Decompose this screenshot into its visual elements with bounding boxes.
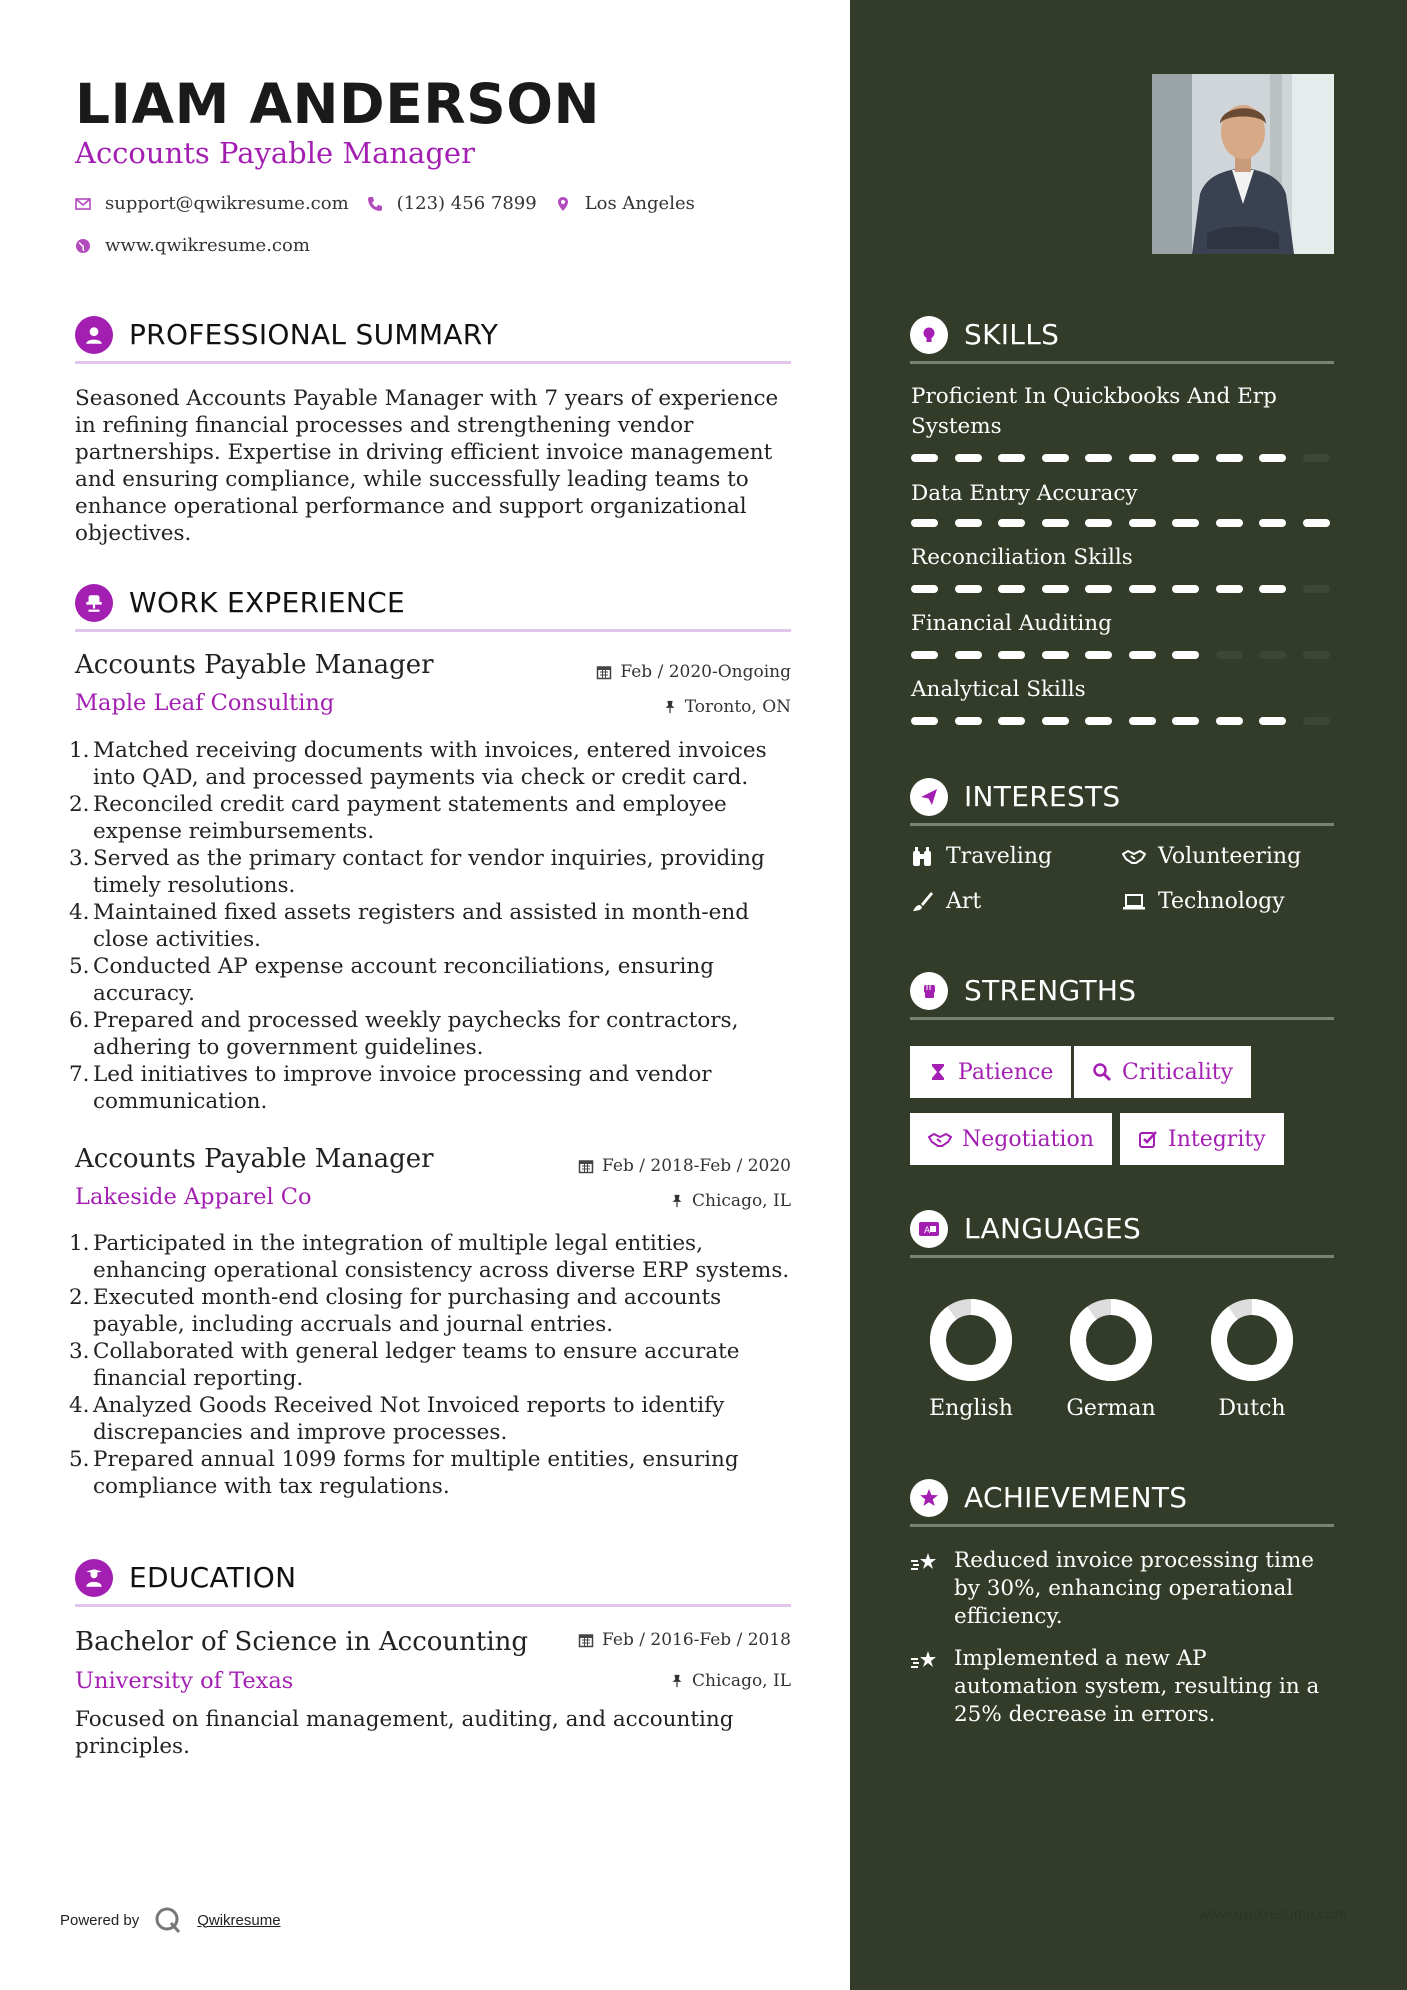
strength-chip: Integrity (1120, 1113, 1284, 1165)
education-heading: EDUCATION (75, 1551, 791, 1607)
language-donut (926, 1295, 1016, 1385)
education-location: Chicago, IL (670, 1671, 791, 1691)
calendar-icon (578, 1632, 594, 1648)
office-chair-icon (75, 584, 113, 622)
language-donut (1207, 1295, 1297, 1385)
skill-level-dash (1172, 717, 1199, 725)
skill-level-dash (911, 585, 938, 593)
binoculars-icon (910, 845, 934, 869)
list-item: 1. Participated in the integration of multiple legal entities, enhancing operational consistency across diverse ERP systems. (69, 1231, 790, 1283)
skill-level-dash (1042, 454, 1069, 462)
job-2-title: Accounts Payable Manager (75, 1144, 434, 1174)
skill-level-dash (998, 519, 1025, 527)
skill-level-dash (1303, 519, 1330, 527)
list-item: 3. Collaborated with general ledger teams to ensure accurate financial reporting. (69, 1339, 740, 1391)
paintbrush-icon (910, 890, 934, 914)
skill-bar (911, 651, 1335, 659)
skill-level-dash (1129, 585, 1156, 593)
skill-level-dash (1085, 519, 1112, 527)
interest-item: Technology (1122, 889, 1285, 914)
map-pin-icon (555, 196, 571, 212)
list-item: 7. Led initiatives to improve invoice processing and vendor communication. (69, 1062, 712, 1114)
skill-level-dash (1303, 454, 1330, 462)
contact-website[interactable]: www.qwikresume.com (105, 235, 310, 256)
skill-level-dash (1259, 717, 1286, 725)
skill-level-dash (1042, 519, 1069, 527)
skill-level-dash (955, 717, 982, 725)
education-school: University of Texas (75, 1668, 294, 1694)
footer-url: www.qwikresume.com (1198, 1906, 1347, 1923)
website-row (75, 235, 310, 256)
job-2-location: Chicago, IL (670, 1191, 791, 1211)
skill-level-dash (998, 651, 1025, 659)
skill-level-dash (1216, 585, 1243, 593)
search-icon (1092, 1062, 1112, 1082)
skill-name: Reconciliation Skills (911, 545, 1133, 570)
skill-name: Analytical Skills (911, 677, 1086, 702)
star-icon (910, 1479, 948, 1517)
globe-icon (75, 238, 91, 254)
language-label: English (929, 1396, 1013, 1421)
skill-level-dash (955, 585, 982, 593)
education-date: Feb / 2016-Feb / 2018 (578, 1630, 791, 1650)
skill-level-dash (1042, 585, 1069, 593)
skill-level-dash (1085, 651, 1112, 659)
skill-level-dash (1042, 717, 1069, 725)
skill-level-dash (955, 454, 982, 462)
job-2-bullets (69, 1230, 798, 1500)
skill-level-dash (1129, 651, 1156, 659)
achievements-heading: ACHIEVEMENTS (910, 1471, 1334, 1527)
education-degree: Bachelor of Science in Accounting (75, 1627, 529, 1657)
hourglass-icon (928, 1062, 948, 1082)
job-2-company: Lakeside Apparel Co (75, 1184, 312, 1210)
laptop-icon (1122, 890, 1146, 914)
skill-level-dash (1085, 454, 1112, 462)
skill-level-dash (1216, 519, 1243, 527)
skill-level-dash (1172, 454, 1199, 462)
skill-level-dash (1303, 717, 1330, 725)
list-item: 2. Executed month-end closing for purchasing and accounts payable, including accruals and journal entries. (69, 1285, 722, 1337)
achievement-item: Reduced invoice processing time by 30%, enhancing operational efficiency. (910, 1547, 1330, 1631)
skill-level-dash (998, 717, 1025, 725)
job-2-date: Feb / 2018-Feb / 2020 (578, 1156, 791, 1176)
skill-name: Financial Auditing (911, 611, 1112, 636)
language-donut-fill (938, 1307, 1004, 1373)
skill-level-dash (1259, 585, 1286, 593)
skill-level-dash (1303, 585, 1330, 593)
skill-bar (911, 519, 1335, 527)
checkbox-icon (1138, 1129, 1158, 1149)
skill-level-dash (998, 454, 1025, 462)
skill-level-dash (1259, 454, 1286, 462)
interests-heading: INTERESTS (910, 770, 1334, 826)
skill-level-dash (1129, 717, 1156, 725)
language-label: Dutch (1218, 1396, 1286, 1421)
skill-level-dash (1085, 717, 1112, 725)
profile-photo (1152, 74, 1334, 254)
pushpin-icon (670, 1193, 684, 1209)
strength-chip: Criticality (1074, 1046, 1251, 1098)
skill-level-dash (1172, 651, 1199, 659)
language-donut-fill (1078, 1307, 1144, 1373)
job-1-title: Accounts Payable Manager (75, 650, 434, 680)
skill-level-dash (1129, 519, 1156, 527)
shooting-star-icon (910, 1551, 940, 1575)
list-item: 3. Served as the primary contact for vendor inquiries, providing timely resolutions. (69, 846, 765, 898)
calendar-icon (596, 664, 612, 680)
language-icon (910, 1210, 948, 1248)
strength-chip: Patience (910, 1046, 1071, 1098)
language-donut (1066, 1295, 1156, 1385)
skill-level-dash (1303, 651, 1330, 659)
handshake-icon (928, 1129, 952, 1149)
pushpin-icon (670, 1673, 684, 1689)
skill-level-dash (1085, 585, 1112, 593)
candidate-name: LIAM ANDERSON (75, 72, 601, 136)
skill-name: Proficient In Quickbooks And Erp Systems (911, 384, 1277, 439)
fist-icon (910, 972, 948, 1010)
language-donut-fill (1219, 1307, 1285, 1373)
qwikresume-link[interactable]: Qwikresume (197, 1911, 281, 1929)
job-1-bullets (69, 737, 798, 1115)
graduate-icon (75, 1559, 113, 1597)
calendar-icon (578, 1158, 594, 1174)
skills-heading: SKILLS (910, 308, 1334, 364)
powered-by: Powered by Qwikresume (60, 1905, 281, 1935)
contact-email[interactable]: support@qwikresume.com (105, 193, 349, 214)
skill-level-dash (1216, 454, 1243, 462)
list-item: 1. Matched receiving documents with invoices, entered invoices into QAD, and processed payments via check or credit card. (69, 738, 767, 790)
contact-row (75, 193, 695, 214)
skill-bar (911, 585, 1335, 593)
skill-level-dash (1216, 651, 1243, 659)
list-item: 2. Reconciled credit card payment statements and employee expense reimbursements. (69, 792, 727, 844)
skill-level-dash (955, 651, 982, 659)
user-icon (75, 316, 113, 354)
lightbulb-icon (910, 316, 948, 354)
list-item: 5. Conducted AP expense account reconciliations, ensuring accuracy. (69, 954, 715, 1006)
contact-location: Los Angeles (584, 193, 695, 214)
skill-level-dash (1129, 454, 1156, 462)
qwikresume-logo-icon (153, 1905, 183, 1935)
skill-level-dash (955, 519, 982, 527)
list-item: 5. Prepared annual 1099 forms for multiple entities, ensuring compliance with tax regulations. (69, 1447, 739, 1499)
achievement-item: Implemented a new AP automation system, resulting in a 25% decrease in errors. (910, 1645, 1330, 1729)
paper-plane-icon (910, 778, 948, 816)
job-1-date: Feb / 2020-Ongoing (596, 662, 791, 682)
candidate-title: Accounts Payable Manager (75, 136, 475, 170)
list-item: 4. Analyzed Goods Received Not Invoiced reports to identify discrepancies and improve processes. (69, 1393, 725, 1445)
interest-item: Traveling (910, 844, 1052, 869)
svg-text:A: A (924, 1225, 931, 1236)
shooting-star-icon (910, 1649, 940, 1673)
contact-phone[interactable]: (123) 456 7899 (396, 193, 537, 214)
skill-bar (911, 454, 1335, 462)
languages-heading: A LANGUAGES (910, 1202, 1334, 1258)
pushpin-icon (663, 699, 677, 715)
strength-chip: Negotiation (910, 1113, 1112, 1165)
phone-icon (367, 196, 383, 212)
skill-level-dash (911, 717, 938, 725)
interest-item: Volunteering (1122, 844, 1301, 869)
handshake-icon (1122, 845, 1146, 869)
skill-level-dash (998, 585, 1025, 593)
skill-bar (911, 717, 1335, 725)
skill-level-dash (1259, 651, 1286, 659)
skill-level-dash (1172, 519, 1199, 527)
envelope-icon (75, 196, 91, 212)
skill-level-dash (911, 651, 938, 659)
list-item: 6. Prepared and processed weekly paychecks for contractors, adhering to government guidelines. (69, 1008, 739, 1060)
job-1-location: Toronto, ON (663, 697, 791, 717)
skill-level-dash (1259, 519, 1286, 527)
experience-heading: WORK EXPERIENCE (75, 576, 791, 632)
strengths-heading: STRENGTHS (910, 964, 1334, 1020)
summary-heading: PROFESSIONAL SUMMARY (75, 308, 791, 364)
language-label: German (1066, 1396, 1156, 1421)
education-description: Focused on financial management, auditing, and accounting principles. (75, 1707, 734, 1759)
skill-name: Data Entry Accuracy (911, 481, 1138, 506)
skill-level-dash (911, 519, 938, 527)
skill-level-dash (1172, 585, 1199, 593)
job-1-company: Maple Leaf Consulting (75, 690, 335, 716)
skill-level-dash (1216, 717, 1243, 725)
skill-level-dash (1042, 651, 1069, 659)
interest-item: Art (910, 889, 981, 914)
skill-level-dash (911, 454, 938, 462)
list-item: 4. Maintained fixed assets registers and assisted in month-end close activities. (69, 900, 749, 952)
summary-text: Seasoned Accounts Payable Manager with 7 years of experience in refining financial processes and strengthening vendor partnerships. Expertise in driving efficient invoice management and ensuring compliance, while successfully leading teams to enhance operational performance and support organizational objectives. (75, 386, 779, 546)
